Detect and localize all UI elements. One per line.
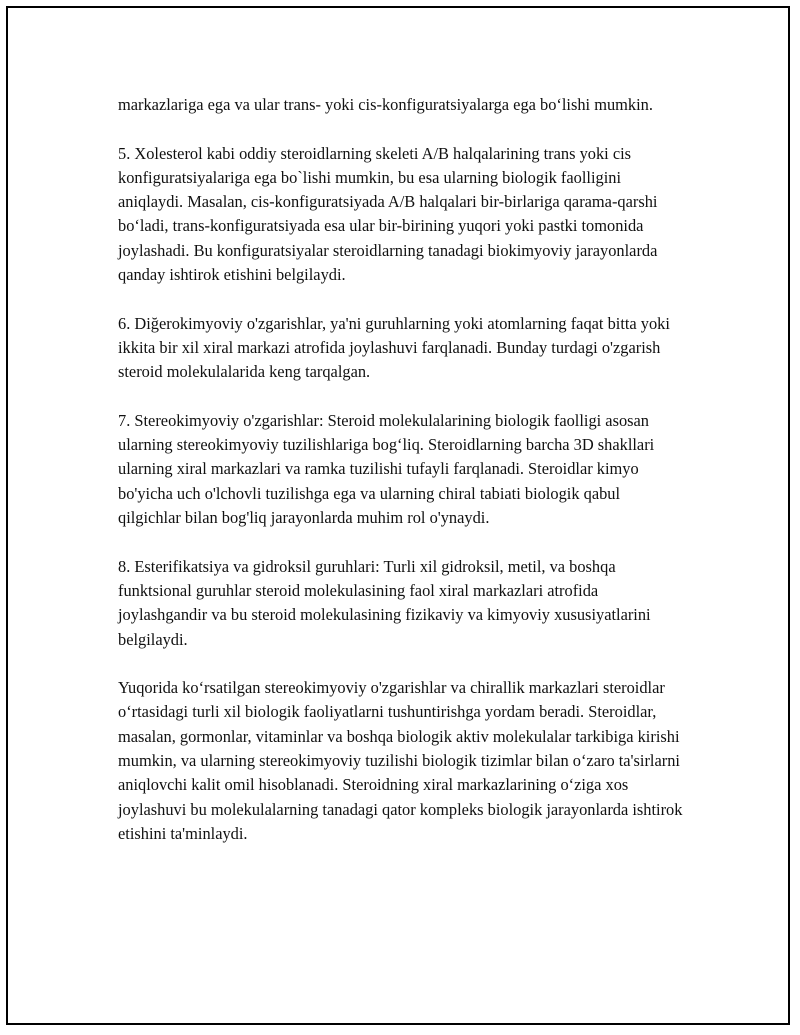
document-body [118,93,683,871]
paragraph-continuation: markazlariga ega va ular trans- yoki cis-konfiguratsiyalarga ega bo‘lishi mumkin. [118,95,653,114]
paragraph-item-7: 7. Stereokimyoviy o'zgarishlar: Steroid molekulalarining biologik faolligi asosan ularning stereokimyoviy tuzilishlariga bog‘liq. Steroidlarning barcha 3D shakllari ularning xiral markazlari va ramka tuzilishi tufayli farqlanadi. Steroidlar kimyo bo'yicha uch o'lchovli tuzilishga ega va ularning chiral tabiati biologik qabul qilgichlar bilan bog'liq jarayonlarda muhim rol o'ynaydi. [118,410,655,528]
paragraph-item-5: 5. Xolesterol kabi oddiy steroidlarning skeleti A/B halqalarining trans yoki cis konfiguratsiyalariga ega bo`lishi mumkin, bu esa ularning biologik faolligini aniqlaydi. Masalan, cis-konfiguratsiyada A/B halqalari bir-birlariga qarama-qarshi bo‘ladi, trans-konfiguratsiyada esa ular bir-birining yuqori yoki pastki tomonida joylashadi. Bu konfiguratsiyalar steroidlarning tanadagi biokimyoviy jarayonlarda qanday ishtirok etishini belgilaydi. [118,143,658,285]
paragraph-conclusion: Yuqorida ko‘rsatilgan stereokimyoviy o'zgarishlar va chirallik markazlari steroidlar o‘rtasidagi turli xil biologik faoliyatlarni tushuntirishga yordam beradi. Steroidlar, masalan, gormonlar, vitaminlar va boshqa biologik aktiv molekulalar tarkibiga kirishi mumkin, va ularning stereokimyoviy tuzilishi biologik tizimlar bilan o‘zaro ta'sirlarni aniqlovchi kalit omil hisoblanadi. Steroidning xiral markazlarining o‘ziga xos joylashuvi bu molekulalarning tanadagi qator kompleks biologik jarayonlarda ishtirok etishini ta'minlaydi. [118,678,683,843]
paragraph-item-6: 6. Diğerokimyoviy o'zgarishlar, ya'ni guruhlarning yoki atomlarning faqat bitta yoki ikkita bir xil xiral markazi atrofida joylashuvi farqlanadi. Bunday turdagi o'zgarish steroid molekulalarida keng tarqalgan. [118,313,670,382]
paragraph-item-8: 8. Esterifikatsiya va gidroksil guruhlari: Turli xil gidroksil, metil, va boshqa funktsional guruhlar steroid molekulasining faol xiral markazlari atrofida joylashgandir va bu steroid molekulasining fizikaviy va kimyoviy xususiyatlarini belgilaydi. [118,556,651,649]
